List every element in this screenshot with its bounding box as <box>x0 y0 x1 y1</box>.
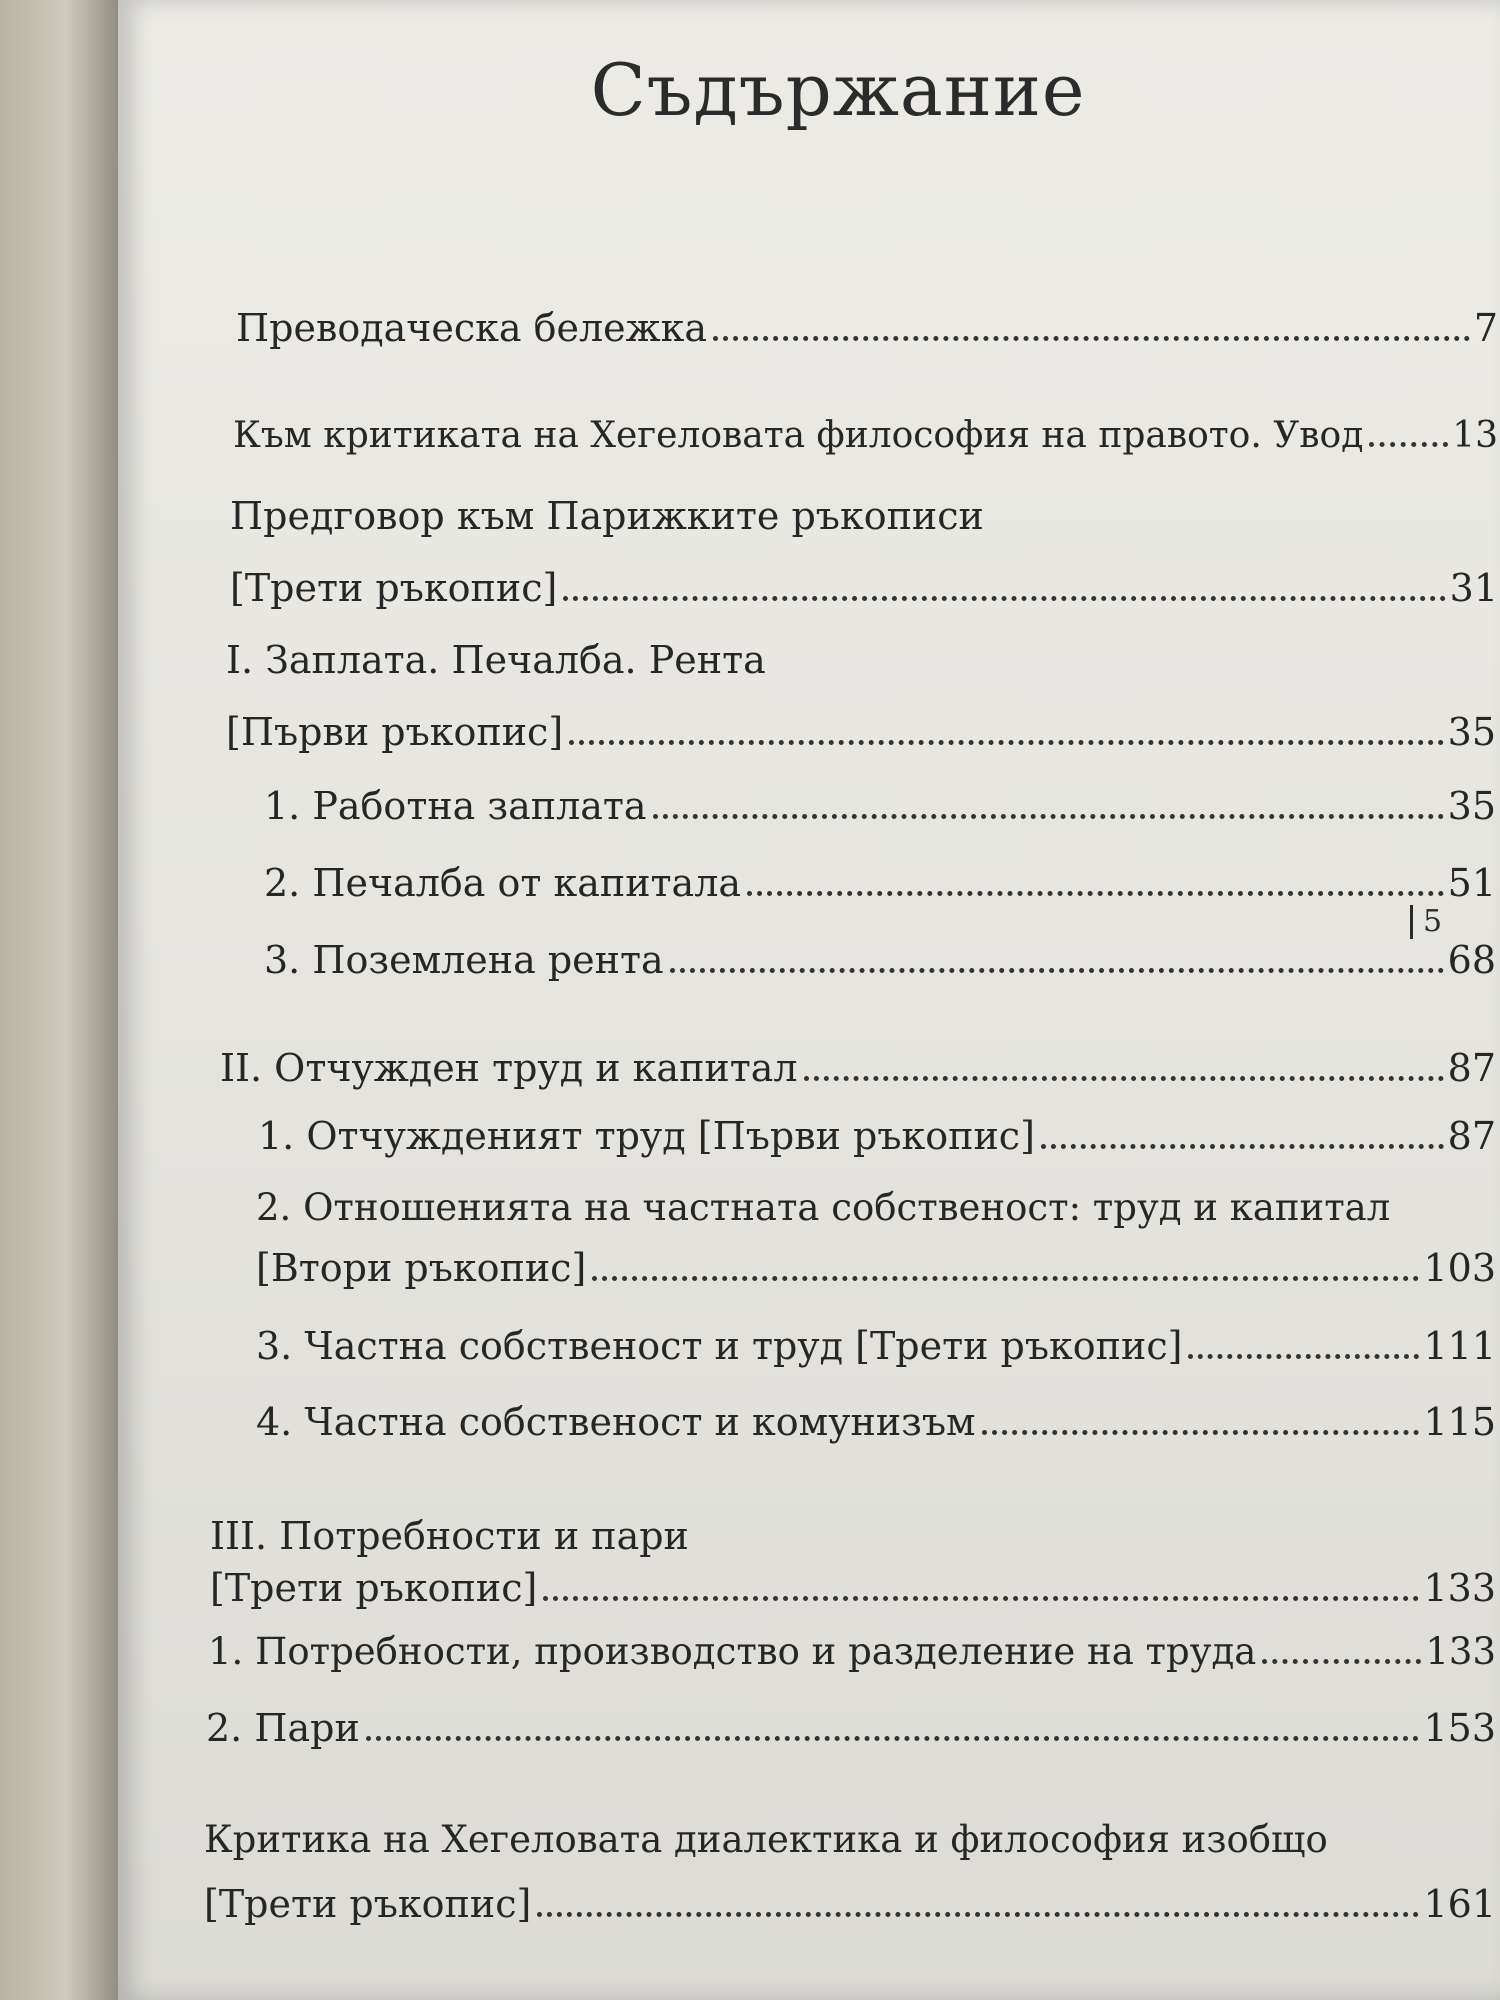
dot-leader <box>543 1596 1419 1601</box>
dot-leader <box>563 596 1445 601</box>
toc-page-number: 115 <box>1423 1400 1496 1444</box>
toc-row <box>258 1108 1496 1164</box>
dot-leader <box>569 740 1443 745</box>
toc-entry-text: Предговор към Парижките ръкописи <box>230 494 984 538</box>
toc-entry-text: Преводаческа бележка <box>236 306 708 350</box>
toc-entry-text: 2. Пари <box>206 1706 360 1750</box>
toc-row <box>226 704 1496 760</box>
toc-page-number: 35 <box>1447 710 1496 754</box>
toc-entry-text: I. Заплата. Печалба. Рента <box>226 638 766 682</box>
toc-entry-text: 2. Печалба от капитала <box>264 861 742 905</box>
toc-entry-text: [Трети ръкопис] <box>210 1566 538 1610</box>
dot-leader <box>366 1736 1420 1741</box>
toc-entry-text: 4. Частна собственост и комунизъм <box>256 1400 976 1444</box>
toc-row <box>264 778 1496 834</box>
dot-leader <box>804 1076 1444 1081</box>
toc-row <box>208 1624 1496 1680</box>
toc-page-number: 161 <box>1423 1882 1496 1926</box>
dot-leader <box>592 1276 1419 1281</box>
page-number-folio: 5 <box>1410 905 1442 939</box>
toc-page-number: 111 <box>1423 1324 1496 1368</box>
dot-leader <box>1041 1144 1444 1149</box>
toc-page-number: 35 <box>1447 784 1496 828</box>
dot-leader <box>747 891 1444 896</box>
toc-page-number: 87 <box>1447 1046 1496 1090</box>
toc-row <box>230 560 1498 616</box>
toc-entry-text: [Втори ръкопис] <box>256 1246 587 1290</box>
toc-entry-text: [Първи ръкопис] <box>226 710 564 754</box>
page-edge <box>0 0 120 2000</box>
toc-page-number: 153 <box>1423 1706 1496 1750</box>
toc-row <box>264 855 1496 911</box>
toc-entry-text: II. Отчужден труд и капитал <box>220 1046 798 1090</box>
toc-page-number: 103 <box>1423 1246 1496 1290</box>
dot-leader <box>713 336 1470 341</box>
dot-leader <box>1188 1354 1419 1359</box>
toc-page-number: 87 <box>1447 1114 1496 1158</box>
toc-entry-text: 1. Потребности, производство и разделение на труда <box>208 1630 1257 1673</box>
book-page <box>118 0 1500 2000</box>
toc-page-number: 31 <box>1449 566 1498 610</box>
toc-row <box>204 1876 1496 1932</box>
toc-page-number: 13 <box>1452 415 1498 456</box>
table-of-contents <box>118 0 1500 2000</box>
toc-entry-text: 3. Поземлена рента <box>264 938 664 982</box>
dot-leader <box>1369 442 1448 447</box>
toc-row <box>233 408 1498 464</box>
toc-entry-text: [Трети ръкопис] <box>230 566 558 610</box>
toc-row <box>236 300 1498 356</box>
toc-row <box>264 932 1496 988</box>
toc-row <box>256 1318 1496 1374</box>
toc-entry-text: 1. Отчужденият труд [Първи ръкопис] <box>258 1114 1035 1158</box>
dot-leader <box>982 1430 1420 1435</box>
page-title: Съдържание <box>590 48 1086 132</box>
toc-entry-text: 1. Работна заплата <box>264 784 647 828</box>
toc-row <box>210 1560 1496 1616</box>
toc-entry-text: Към критиката на Хегеловата философия на правото. Увод <box>233 415 1364 456</box>
toc-page-number: 68 <box>1447 938 1496 982</box>
toc-row <box>220 1040 1496 1096</box>
toc-entry-text: III. Потребности и пари <box>210 1514 689 1558</box>
toc-page-number: 7 <box>1473 306 1498 350</box>
toc-entry-text: Критика на Хегеловата диалектика и философия изобщо <box>204 1818 1328 1861</box>
dot-leader <box>1262 1659 1421 1664</box>
toc-row <box>206 1700 1496 1756</box>
toc-row <box>256 1240 1496 1296</box>
toc-page-number: 133 <box>1423 1566 1496 1610</box>
dot-leader <box>537 1912 1419 1917</box>
toc-row <box>256 1394 1496 1450</box>
toc-entry-text: [Трети ръкопис] <box>204 1882 532 1926</box>
toc-page-number: 133 <box>1425 1630 1496 1673</box>
toc-page-number: 51 <box>1447 861 1496 905</box>
dot-leader <box>653 814 1444 819</box>
toc-entry-text: 2. Отношенията на частната собственост: труд и капитал <box>256 1186 1391 1229</box>
toc-entry-text: 3. Частна собственост и труд [Трети ръкопис] <box>256 1324 1183 1368</box>
dot-leader <box>670 968 1444 973</box>
